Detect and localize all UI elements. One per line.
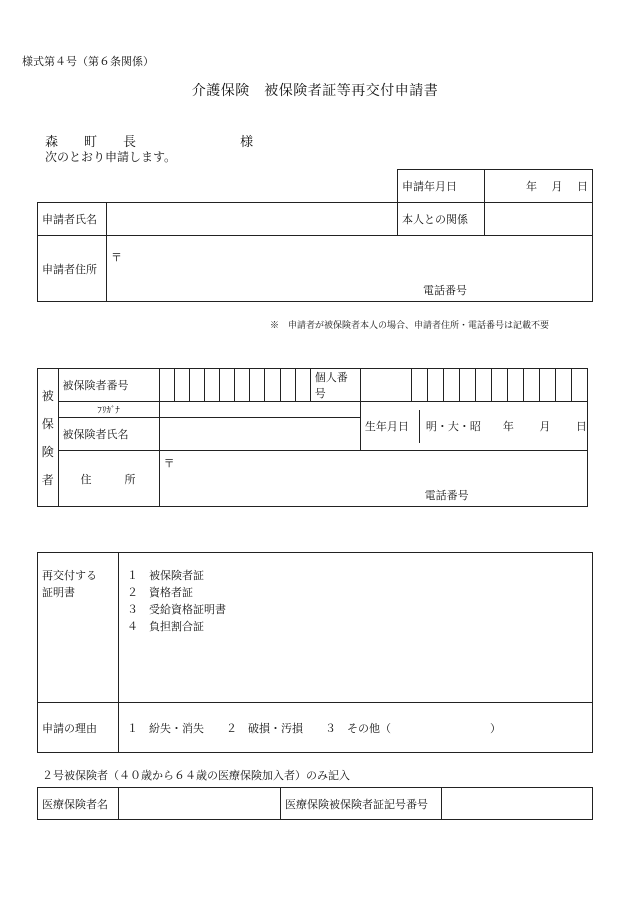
medical-insurer-field[interactable] [119,788,281,820]
reissue-item[interactable]: ２ 資格者証 [127,586,193,599]
personal-number-digit[interactable] [491,369,507,402]
personal-number-digit[interactable] [360,369,411,402]
personal-number-label: 個人番号 [310,369,360,402]
applicant-name-label: 申請者氏名 [38,203,107,236]
reissue-table [37,552,593,753]
birth-label: 生年月日 [361,410,420,443]
reissue-item[interactable]: ３ 受給資格証明書 [127,603,226,616]
personal-number-digit[interactable] [427,369,443,402]
page-title: 介護保険 被保険者証等再交付申請書 [191,83,439,99]
personal-number-digit[interactable] [411,369,427,402]
postal-mark: 〒 [111,251,122,264]
insured-address-label: 住 所 [58,451,159,507]
insured-number-label: 被保険者番号 [58,369,159,402]
applicant-address-field[interactable] [107,236,593,302]
reissue-items [119,553,593,703]
date-label: 申請年月日 [398,170,485,203]
relation-label: 本人との関係 [398,203,485,236]
reissue-item[interactable]: １ 被保険者証 [127,569,204,582]
insured-number-digit[interactable] [250,369,265,402]
insured-name-label: 被保険者氏名 [58,418,159,451]
reissue-label: 再交付する 証明書 [38,553,119,703]
insured-number-digit[interactable] [159,369,174,402]
addressee-honorific: 様 [240,135,254,150]
insured-table [37,368,588,507]
reason-options[interactable]: １ 紛失・消失 ２ 破損・汚損 ３ その他（ ） [119,703,593,753]
intro-text: 次のとおり申請します。 [45,150,177,164]
medical-insurer-label: 医療保険者名 [38,788,119,820]
applicant-table [37,169,593,302]
medical-symbol-label: 医療保険被保険者証記号番号 [281,788,442,820]
addressee-town: 森 町 長 [45,135,137,150]
insured-side-label: 被 保 険 者 [38,369,59,507]
personal-number-digit[interactable] [475,369,491,402]
insured-address-field[interactable] [159,451,587,507]
insured-number-digit[interactable] [235,369,250,402]
personal-number-digit[interactable] [507,369,523,402]
applicant-name-field[interactable] [107,203,398,236]
applicant-address-label: 申請者住所 [38,236,107,302]
relation-field[interactable] [485,203,593,236]
furigana-field[interactable] [159,402,360,418]
form-number: 様式第４号（第６条関係） [22,55,154,68]
type2-note: ２号被保険者（４０歳から６４歳の医療保険加入者）のみ記入 [42,769,350,782]
birth-cell [360,402,587,451]
personal-number-digit[interactable] [459,369,475,402]
insured-number-digit[interactable] [204,369,219,402]
date-field[interactable]: 年 月 日 [485,170,593,203]
medical-symbol-field[interactable] [442,788,593,820]
personal-number-digit[interactable] [571,369,587,402]
insured-number-digit[interactable] [295,369,310,402]
furigana-label: ﾌﾘｶﾞﾅ [58,402,159,418]
insured-number-digit[interactable] [280,369,295,402]
applicant-phone-label: 電話番号 [423,284,467,297]
personal-number-digit[interactable] [555,369,571,402]
reissue-item[interactable]: ４ 負担割合証 [127,620,204,633]
reason-label: 申請の理由 [38,703,119,753]
insured-name-field[interactable] [159,418,360,451]
note-text: ※ 申請者が被保険者本人の場合、申請者住所・電話番号は記載不要 [270,321,550,331]
insured-phone-label: 電話番号 [424,489,469,502]
personal-number-digit[interactable] [539,369,555,402]
medical-table [37,787,593,820]
insured-number-digit[interactable] [220,369,235,402]
insured-number-digit[interactable] [265,369,280,402]
insured-number-digit[interactable] [189,369,204,402]
insured-postal-mark: 〒 [163,457,175,470]
personal-number-digit[interactable] [523,369,539,402]
personal-number-digit[interactable] [443,369,459,402]
birth-field[interactable]: 明・大・昭 年 月 日 [425,420,587,433]
insured-number-digit[interactable] [174,369,189,402]
